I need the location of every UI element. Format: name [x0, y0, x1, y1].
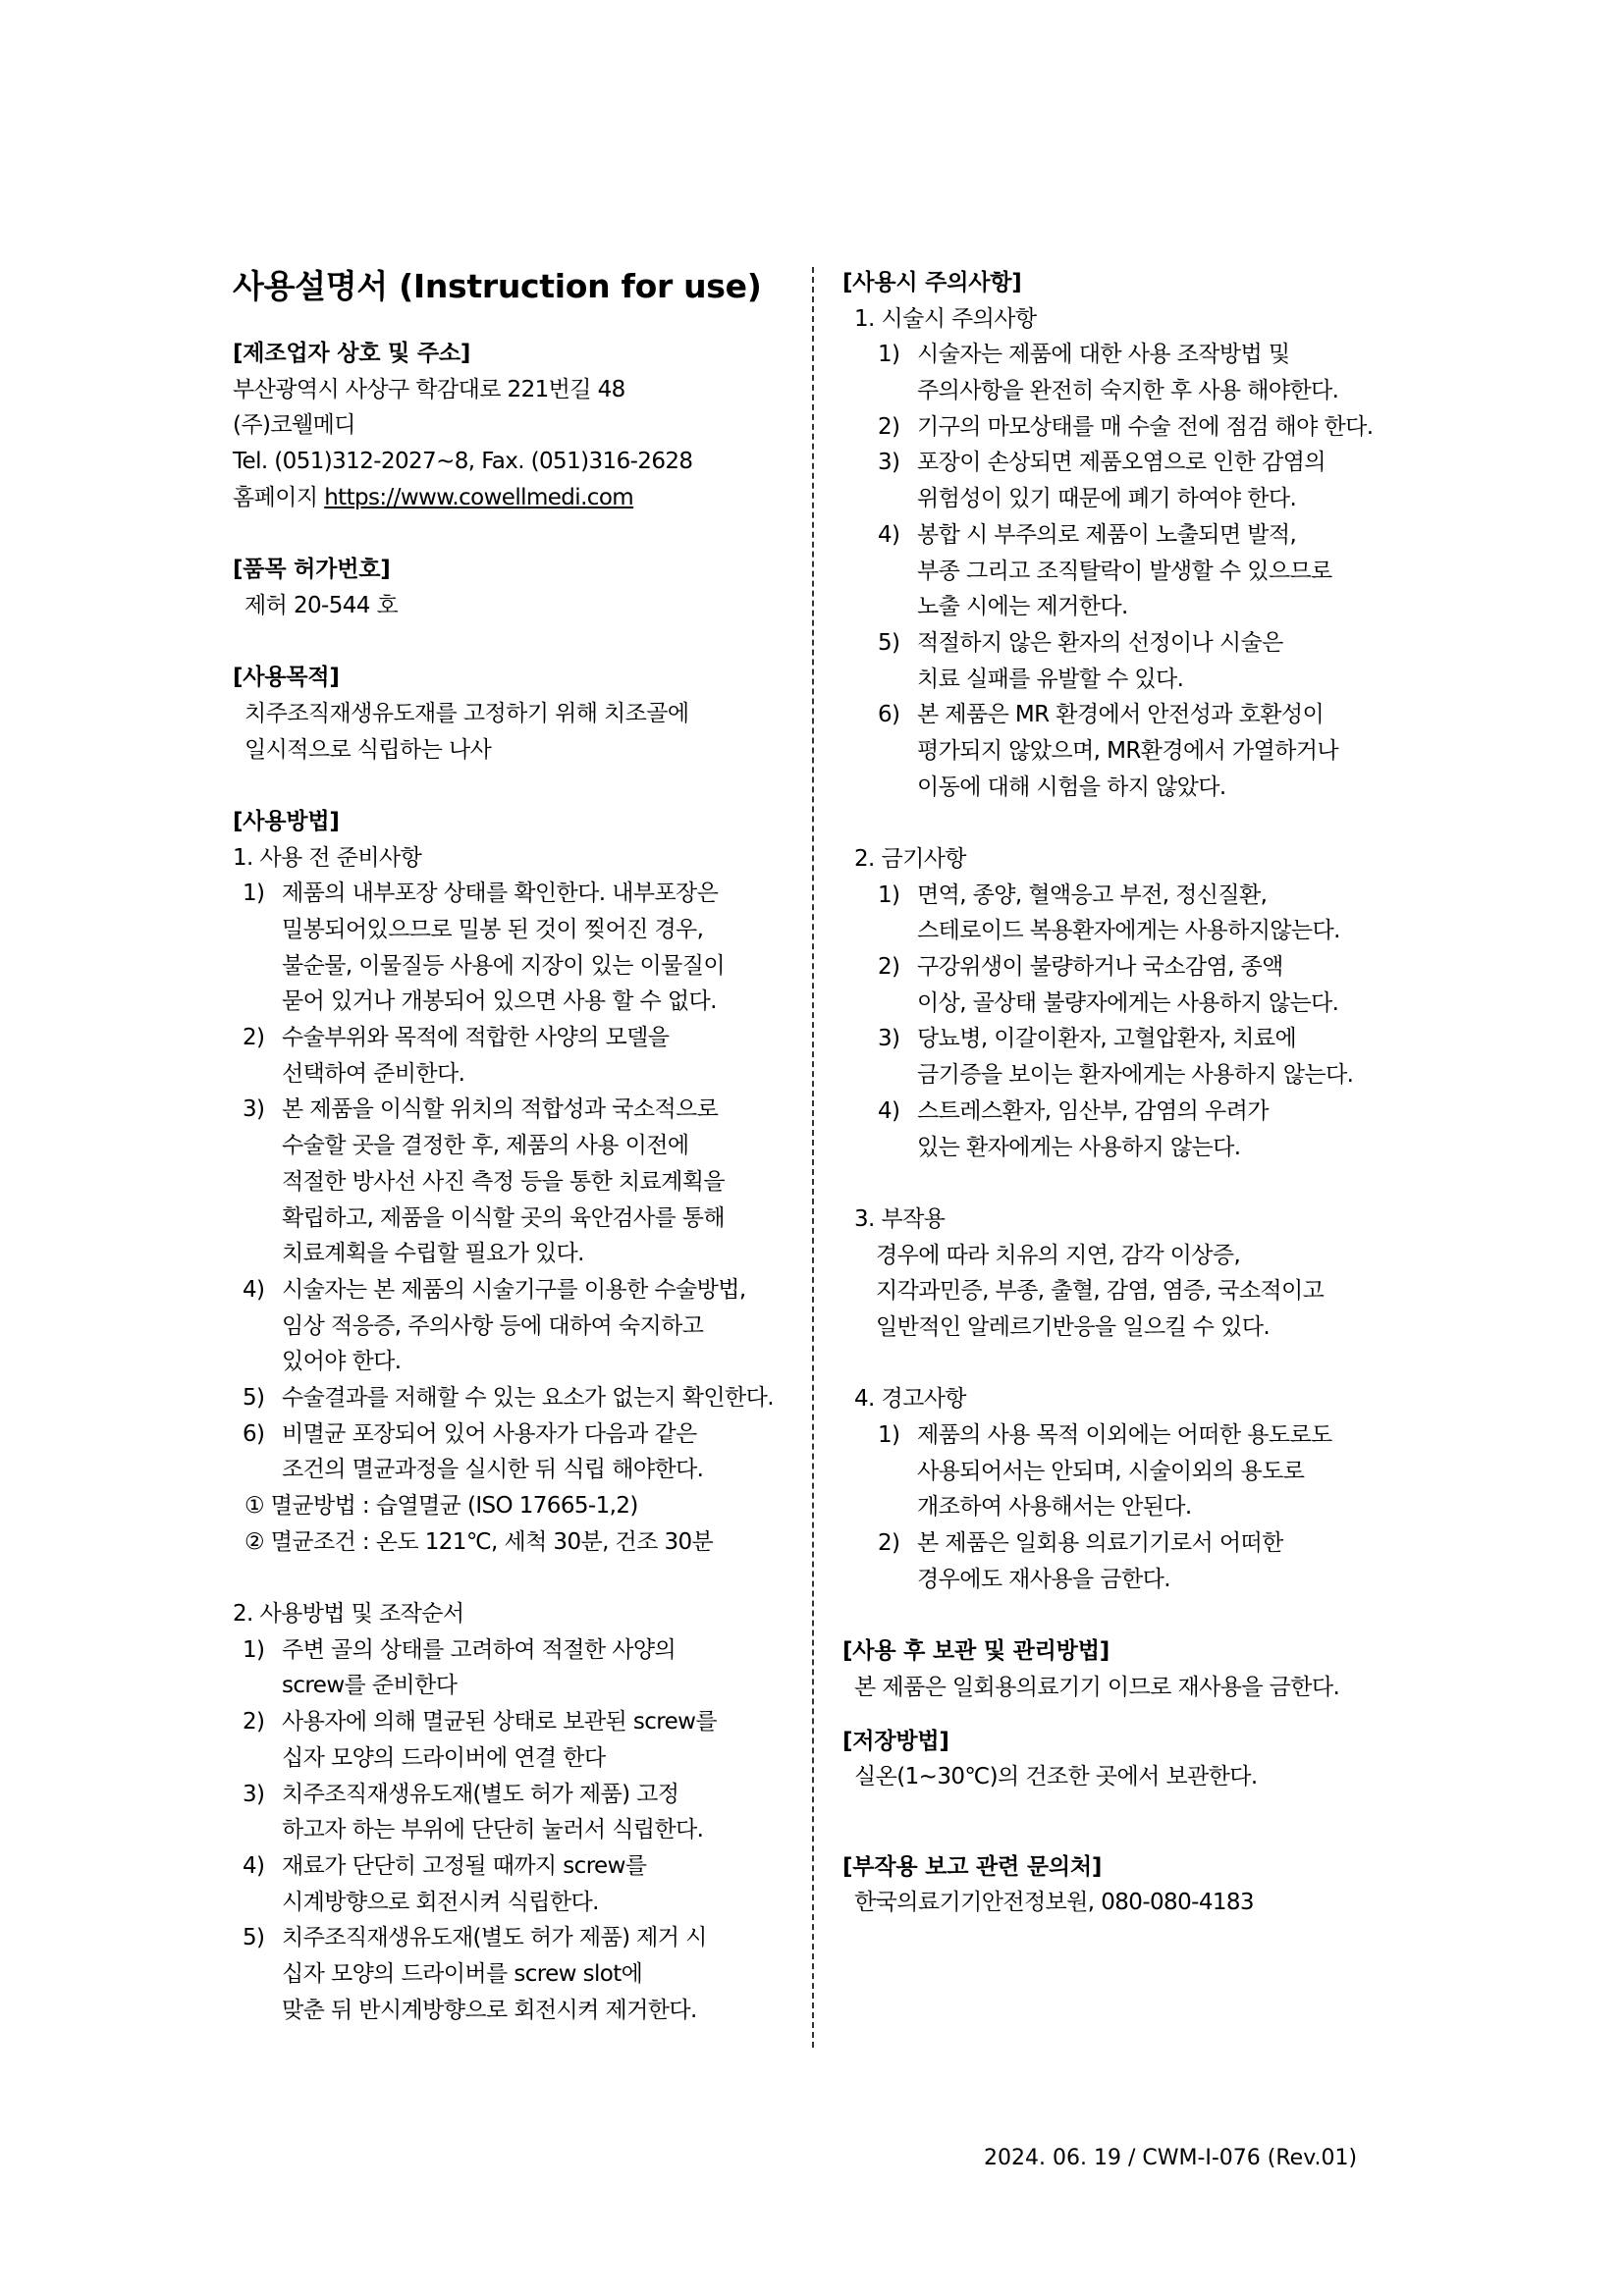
list-item-text: 스테로이드 복용환자에게는 사용하지않는다. [917, 918, 1340, 944]
list-item-line [842, 733, 1402, 770]
side-effects-line: 일반적인 알레르기반응을 일으킬 수 있다. [876, 1313, 1271, 1340]
list-item-text: 제품의 내부포장 상태를 확인한다. 내부포장은 [282, 881, 719, 907]
storage-after-use-text: 본 제품은 일회용의료기기 이므로 재사용을 금한다. [854, 1674, 1340, 1700]
manufacturer-company: (주)코웰메디 [233, 412, 355, 439]
list-item-text: 치료 실패를 유발할 수 있다. [917, 666, 1184, 692]
list-item-line [233, 1416, 792, 1453]
list-item-line [233, 1777, 792, 1813]
manufacturer-homepage [233, 480, 792, 516]
usage-section2-list [233, 1632, 792, 2029]
list-item-line [233, 1740, 792, 1777]
list-item-line [233, 1092, 792, 1128]
list-item-text: 평가되지 않았으며, MR환경에서 가열하거나 [917, 737, 1338, 764]
list-item-text: 주의사항을 완전히 숙지한 후 사용 해야한다. [917, 378, 1339, 404]
list-item-line [233, 1201, 792, 1237]
list-item-text: 치료계획을 수립할 필요가 있다. [282, 1241, 584, 1267]
list-item-text: 수술부위와 목적에 적합한 사양의 모델을 [282, 1025, 670, 1051]
list-item-text: 수술할 곳을 결정한 후, 제품의 사용 이전에 [282, 1133, 689, 1159]
list-item-line [233, 1128, 792, 1164]
list-item-text: 위험성이 있기 때문에 폐기 하여야 한다. [917, 486, 1297, 512]
list-item-line [842, 1525, 1402, 1562]
list-item-text: 치주조직재생유도재(별도 허가 제품) 고정 [282, 1781, 679, 1807]
contraindications-title: 2. 금기사항 [854, 846, 966, 872]
document-footer: 2024. 06. 19 / CWM-I-076 (Rev.01) [984, 2146, 1358, 2170]
list-item-line [233, 1308, 792, 1345]
list-item-text: 본 제품을 이식할 위치의 적합성과 국소적으로 [282, 1096, 719, 1123]
list-item-text: 이상, 골상태 불량자에게는 사용하지 않는다. [917, 989, 1339, 1016]
list-item-text: 당뇨병, 이갈이환자, 고혈압환자, 치료에 [917, 1026, 1297, 1052]
list-item-line [233, 1452, 792, 1488]
list-item-text: 기구의 마모상태를 매 수술 전에 점검 해야 한다. [917, 413, 1374, 440]
list-item-text: 면역, 종양, 혈액응고 부전, 정신질환, [917, 881, 1268, 908]
list-item-text: 재료가 단단히 고정될 때까지 screw를 [282, 1852, 647, 1879]
warnings-list [842, 1417, 1402, 1597]
list-item-line [842, 445, 1402, 481]
list-item-text: 불순물, 이물질등 사용에 지장이 있는 이물질이 [282, 952, 726, 979]
page-title: 사용설명서 (Instruction for use) [233, 267, 762, 305]
list-item-line [842, 409, 1402, 446]
storage-after-use-heading: [사용 후 보관 및 관리방법] [842, 1638, 1110, 1665]
list-item-number: 1) [878, 881, 900, 908]
list-item-line [842, 1562, 1402, 1598]
list-item-line [233, 1020, 792, 1056]
list-item-text: 주변 골의 상태를 고려하여 적절한 사양의 [282, 1636, 677, 1663]
usage-heading: [사용방법] [233, 808, 340, 834]
list-item-line [233, 1056, 792, 1093]
list-item-text: 하고자 하는 부위에 단단히 눌러서 식립한다. [282, 1817, 704, 1843]
list-item-number: 3) [878, 1026, 900, 1052]
sterilization-method: ① 멸균방법 : 습열멸균 (ISO 17665-1,2) [244, 1493, 638, 1519]
address-text: 부산광역시 사상구 학감대로 221번길 48 [233, 376, 625, 402]
purpose-line: 일시적으로 식립하는 나사 [244, 736, 492, 763]
list-item-line [842, 517, 1402, 554]
list-item-text: 묻어 있거나 개봉되어 있으면 사용 할 수 없다. [282, 988, 717, 1015]
list-item-line [842, 913, 1402, 949]
list-item-number: 4) [243, 1852, 265, 1879]
list-item-number: 4) [878, 521, 900, 548]
manufacturer-contact: Tel. (051)312-2027~8, Fax. (051)316-2628 [233, 449, 693, 475]
list-item-number: 6) [878, 702, 900, 728]
list-item-line [842, 1417, 1402, 1454]
homepage-label: 홈페이지 [233, 484, 318, 510]
list-item-number: 2) [878, 954, 900, 981]
list-item-number: 1) [243, 881, 265, 907]
precautions-section1-title: 1. 시술시 주의사항 [854, 305, 1037, 332]
list-item-number: 5) [878, 629, 900, 656]
list-item-text: 확립하고, 제품을 이식할 곳의 육안검사를 통해 [282, 1204, 726, 1231]
list-item-line [233, 1344, 792, 1380]
list-item-line [233, 948, 792, 985]
adverse-report-text: 한국의료기기안전정보원, 080-080-4183 [854, 1890, 1254, 1916]
sterilization-condition: ② 멸균조건 : 온도 121℃, 세척 30분, 건조 30분 [244, 1528, 714, 1555]
list-item-text: screw를 준비한다 [282, 1673, 458, 1699]
list-item-text: 본 제품은 MR 환경에서 안전성과 호환성이 [917, 702, 1325, 728]
homepage-link[interactable]: https://www.cowellmedi.com [324, 484, 634, 510]
list-item-number: 2) [878, 1530, 900, 1557]
list-item-number: 5) [243, 1384, 265, 1411]
list-item-number: 5) [243, 1925, 265, 1951]
side-effects-line: 경우에 따라 치유의 지연, 감각 이상증, [876, 1242, 1241, 1268]
warnings-title: 4. 경고사항 [854, 1386, 966, 1413]
list-item-text: 포장이 손상되면 제품오염으로 인한 감염의 [917, 450, 1326, 476]
list-item-line [842, 770, 1402, 806]
list-item-number: 4) [243, 1276, 265, 1303]
list-item-text: 선택하여 준비한다. [282, 1060, 465, 1087]
license-number: 제허 20-544 호 [244, 592, 399, 618]
list-item-line [233, 1812, 792, 1848]
list-item-number: 1) [878, 342, 900, 368]
list-item-line [233, 1920, 792, 1956]
list-item-number: 1) [243, 1636, 265, 1663]
list-item-text: 사용자에 의해 멸균된 상태로 보관된 screw를 [282, 1709, 717, 1735]
list-item-number: 6) [243, 1420, 265, 1447]
list-item-number: 2) [243, 1709, 265, 1735]
list-item-text: 적절하지 않은 환자의 선정이나 시술은 [917, 629, 1283, 656]
list-item-number: 1) [878, 1422, 900, 1448]
license-heading: [품목 허가번호] [233, 557, 391, 583]
precautions-heading: [사용시 주의사항] [842, 270, 1022, 295]
purpose-line: 치주조직재생유도재를 고정하기 위해 치조골에 [244, 700, 689, 726]
list-item-text: 경우에도 재사용을 금한다. [917, 1566, 1170, 1592]
list-item-line [842, 1021, 1402, 1057]
list-item-line [233, 1272, 792, 1308]
list-item-number: 3) [243, 1781, 265, 1807]
usage-section1-list [233, 876, 792, 1488]
list-item-text: 시술자는 본 제품의 시술기구를 이용한 수술방법, [282, 1276, 746, 1303]
list-item-line [842, 949, 1402, 986]
list-item-line [842, 878, 1402, 914]
list-item-line [842, 1130, 1402, 1166]
list-item-line [233, 1632, 792, 1669]
purpose-heading: [사용목적] [233, 665, 340, 691]
list-item-text: 시술자는 제품에 대한 사용 조작방법 및 [917, 342, 1290, 368]
list-item-line [842, 481, 1402, 517]
usage-section1-title: 1. 사용 전 준비사항 [233, 844, 422, 871]
list-item-text: 본 제품은 일회용 의료기기로서 어떠한 [917, 1530, 1283, 1557]
list-item-line [233, 912, 792, 948]
list-item-number: 2) [878, 413, 900, 440]
list-item-line [233, 1380, 792, 1416]
adverse-report-heading: [부작용 보고 관련 문의처] [842, 1853, 1103, 1880]
storage-heading: [저장방법] [842, 1728, 949, 1754]
list-item-text: 제품의 사용 목적 이외에는 어떠한 용도로도 [917, 1422, 1332, 1448]
list-item-text: 밀봉되어있으므로 밀봉 된 것이 찢어진 경우, [282, 917, 704, 942]
column-divider [812, 267, 814, 2048]
list-item-text: 봉합 시 부주의로 제품이 노출되면 발적, [917, 521, 1297, 548]
list-item-text: 시계방향으로 회전시켜 식립한다. [282, 1889, 599, 1915]
list-item-text: 이동에 대해 시험을 하지 않았다. [917, 774, 1226, 800]
contraindications-list [842, 878, 1402, 1166]
list-item-text: 십자 모양의 드라이버를 screw slot에 [282, 1960, 643, 1987]
left-column [233, 265, 792, 2028]
list-item-number: 4) [878, 1097, 900, 1124]
list-item-text: 사용되어서는 안되며, 시술이외의 용도로 [917, 1458, 1305, 1484]
list-item-line [842, 373, 1402, 409]
list-item-line [842, 554, 1402, 590]
list-item-number: 3) [878, 450, 900, 476]
side-effects-title: 3. 부작용 [854, 1205, 946, 1232]
list-item-text: 부종 그리고 조직탈락이 발생할 수 있으므로 [917, 558, 1332, 584]
list-item-line [842, 337, 1402, 373]
list-item-number: 2) [243, 1025, 265, 1051]
list-item-text: 개조하여 사용해서는 안된다. [917, 1494, 1192, 1521]
list-item-line [233, 1956, 792, 1993]
list-item-line [233, 876, 792, 912]
list-item-text: 임상 적응증, 주의사항 등에 대하여 숙지하고 [282, 1312, 704, 1339]
list-item-line [233, 1993, 792, 2029]
list-item-line [842, 662, 1402, 698]
list-item-line [233, 1704, 792, 1740]
list-item-text: 노출 시에는 제거한다. [917, 594, 1128, 620]
list-item-text: 구강위생이 불량하거나 국소감염, 종액 [917, 954, 1283, 981]
list-item-line [233, 1885, 792, 1921]
list-item-line [842, 1489, 1402, 1525]
list-item-text: 치주조직재생유도재(별도 허가 제품) 제거 시 [282, 1925, 707, 1951]
precautions-section1-list [842, 337, 1402, 805]
storage-text: 실온(1~30℃)의 건조한 곳에서 보관한다. [854, 1764, 1258, 1790]
list-item-line [233, 1236, 792, 1272]
usage-section2-title: 2. 사용방법 및 조작순서 [233, 1601, 464, 1628]
list-item-line [842, 1454, 1402, 1490]
list-item-line [842, 1057, 1402, 1094]
list-item-line [233, 1848, 792, 1885]
list-item-number: 3) [243, 1096, 265, 1123]
list-item-text: 있어야 한다. [282, 1349, 402, 1375]
manufacturer-address [233, 372, 792, 408]
list-item-line [233, 1668, 792, 1704]
list-item-text: 스트레스환자, 임산부, 감염의 우려가 [917, 1097, 1269, 1124]
list-item-line [842, 1094, 1402, 1130]
list-item-line [842, 986, 1402, 1022]
list-item-text: 비멸균 포장되어 있어 사용자가 다음과 같은 [282, 1420, 697, 1447]
right-column [842, 265, 1402, 1921]
list-item-line [842, 625, 1402, 662]
manufacturer-heading: [제조업자 상호 및 주소] [233, 341, 471, 366]
list-item-text: 금기증을 보이는 환자에게는 사용하지 않는다. [917, 1062, 1354, 1089]
list-item-text: 있는 환자에게는 사용하지 않는다. [917, 1134, 1241, 1160]
list-item-line [233, 984, 792, 1020]
list-item-text: 적절한 방사선 사진 측정 등을 통한 치료계획을 [282, 1168, 726, 1195]
list-item-text: 십자 모양의 드라이버에 연결 한다 [282, 1744, 606, 1771]
list-item-text: 맞춘 뒤 반시계방향으로 회전시켜 제거한다. [282, 1997, 697, 2023]
list-item-text: 수술결과를 저해할 수 있는 요소가 없는지 확인한다. [282, 1384, 774, 1411]
list-item-text: 조건의 멸균과정을 실시한 뒤 식립 해야한다. [282, 1457, 704, 1483]
list-item-line [233, 1164, 792, 1201]
side-effects-line: 지각과민증, 부종, 출혈, 감염, 염증, 국소적이고 [876, 1278, 1325, 1305]
list-item-line [842, 589, 1402, 625]
list-item-line [842, 697, 1402, 733]
